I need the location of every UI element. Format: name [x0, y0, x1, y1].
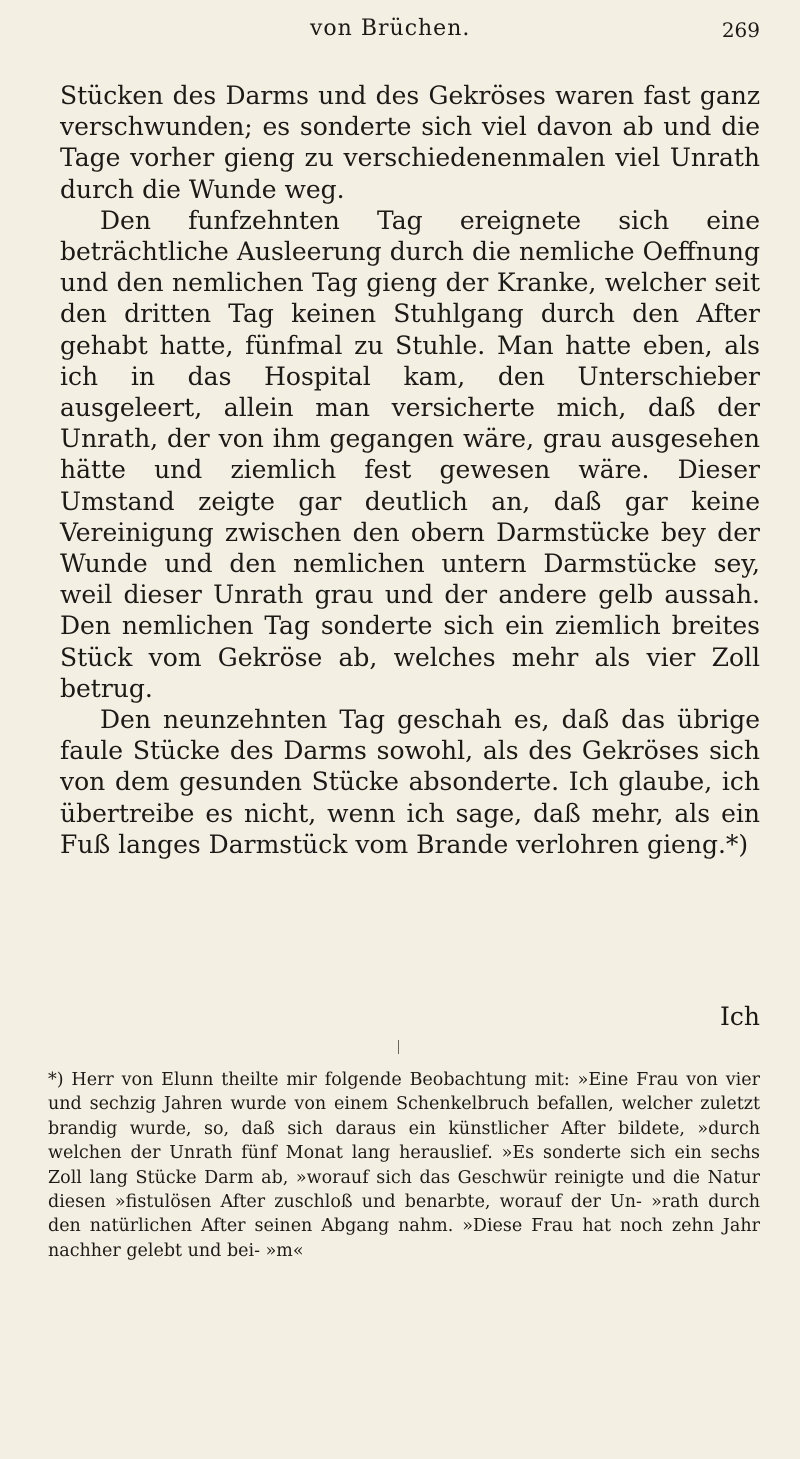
- print-mark: [398, 1040, 399, 1054]
- footnote-text: *) Herr von Elunn theilte mir folgende Beobachtung mit: »Eine Frau von vier und sechzig Jahren wurde von einem Schenkelbruch befallen, welcher zuletzt brandig wurde, so, daß sich daraus ein künstlicher After bildete, »durch welchen der Unrath fünf Monat lang herauslief. »Es sonderte sich ein sechs Zoll lang Stücke Darm ab, »worauf sich das Geschwür reinigte und die Natur diesen »fistulösen After zuschloß und benarbte, worauf der Un- »rath durch den natürlichen After seinen Abgang nahm. »Diese Frau hat noch zehn Jahr nachher gelebt und bei- »m«: [48, 1070, 760, 1261]
- paragraph: Den funfzehnten Tag ereignete sich eine beträchtliche Ausleerung durch die nemliche Oeffnung und den nemlichen Tag gieng der Kranke, welcher seit den dritten Tag keinen Stuhlgang durch den After gehabt hatte, fünfmal zu Stuhle. Man hatte eben, als ich in das Hospital kam, den Unterschieber ausgeleert, allein man versicherte mich, daß der Unrath, der von ihm gegangen wäre, grau ausgesehen hätte und ziemlich fest gewesen wäre. Dieser Umstand zeigte gar deutlich an, daß gar keine Vereinigung zwischen den obern Darmstücke bey der Wunde und den nemlichen untern Darmstücke sey, weil dieser Unrath grau und der andere gelb aussah. Den nemlichen Tag sonderte sich ein ziemlich breites Stück vom Gekröse ab, welches mehr als vier Zoll betrug.: [60, 205, 760, 703]
- page-header: [60, 8, 760, 48]
- body-text: [60, 80, 760, 860]
- paragraph: Den neunzehnten Tag geschah es, daß das übrige faule Stücke des Darms sowohl, als des Gekröses sich von dem gesunden Stücke absonderte. Ich glaube, ich übertreibe es nicht, wenn ich sage, daß mehr, als ein Fuß langes Darmstück vom Brande verlohren gieng.*): [60, 705, 760, 859]
- running-title: von Brüchen.: [310, 16, 471, 41]
- footnote: [48, 1068, 760, 1263]
- catchword: Ich: [720, 1002, 760, 1031]
- paragraph: Stücken des Darms und des Gekröses waren fast ganz verschwunden; es sonderte sich viel davon ab und die Tage vorher gieng zu verschiedenenmalen viel Unrath durch die Wunde weg.: [60, 81, 760, 204]
- page-number: 269: [721, 18, 760, 42]
